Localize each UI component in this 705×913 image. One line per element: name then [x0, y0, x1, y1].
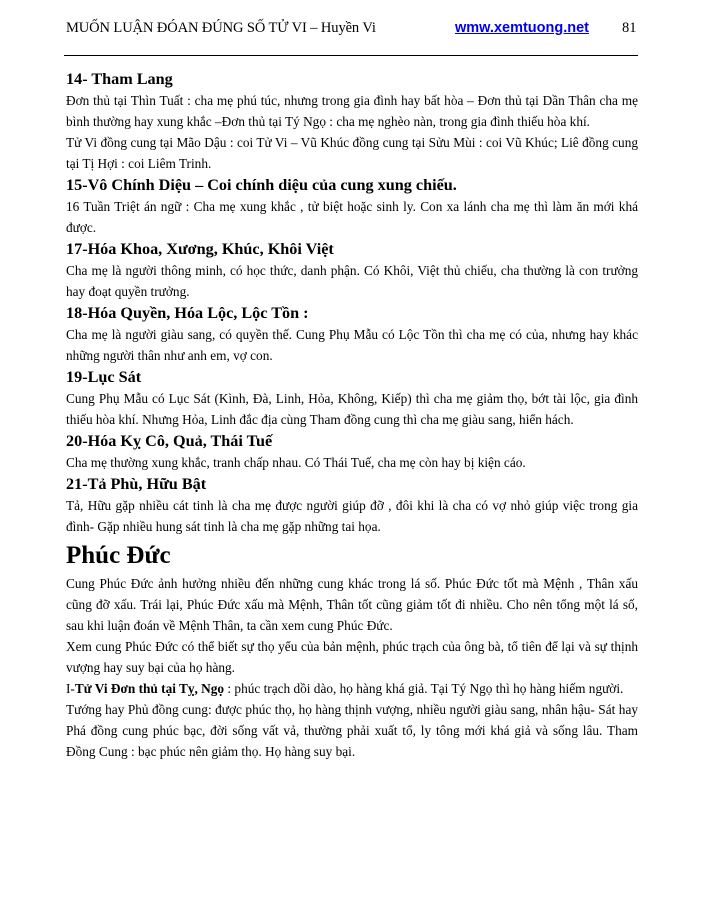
paragraph: Cha mẹ thường xung khắc, tranh chấp nhau. Có Thái Tuế, cha mẹ còn hay bị kiện cáo. [66, 455, 526, 470]
item-bold-text: Tử Vi Đơn thủ tại Tỵ, Ngọ [74, 681, 225, 696]
item-prefix: I- [66, 681, 75, 696]
section-heading: 18-Hóa Quyền, Hóa Lộc, Lộc Tồn : [66, 304, 309, 322]
paragraph: Cha mẹ là người giàu sang, có quyền thế. Cung Phụ Mẫu có Lộc Tồn thì cha mẹ có của, nhưng hay khác những người thân như anh em, vợ con. [66, 327, 638, 363]
section-heading: 21-Tả Phù, Hữu Bật [66, 475, 207, 493]
section-heading: 19-Lục Sát [66, 368, 142, 386]
page-content [66, 68, 638, 762]
section-heading: 15-Vô Chính Diệu – Coi chính diệu của cung xung chiếu. [66, 176, 457, 194]
paragraph: Tả, Hữu gặp nhiều cát tinh là cha mẹ được người giúp đỡ , đôi khi là cha có vợ nhỏ giúp việc trong gia đình- Gặp nhiều hung sát tinh là cha mẹ gặp những tai họa. [66, 498, 638, 534]
paragraph: Đơn thủ tại Thìn Tuất : cha mẹ phú túc, nhưng trong gia đình hay bất hòa – Đơn thủ tại Dần Thân cha mẹ bình thường hay xung khắc –Đơn thủ tại Tý Ngọ : cha mẹ nghèo nàn, trong gia đình thiếu hòa khí. [66, 93, 638, 129]
section-heading: 20-Hóa Kỵ Cô, Quả, Thái Tuế [66, 432, 273, 450]
paragraph: Tử Vi đồng cung tại Mão Dậu : coi Tử Vi – Vũ Khúc đồng cung tại Sửu Mùi : coi Vũ Khúc; Liê đồng cung tại Tị Hợi : coi Liêm Trinh. [66, 135, 638, 171]
website-link[interactable]: wmw.xemtuong.net [455, 20, 589, 36]
item-text: : phúc trạch dồi dào, họ hàng khá giả. Tại Tý Ngọ thì họ hàng hiếm người. [224, 681, 624, 696]
paragraph: 16 Tuần Triệt án ngữ : Cha mẹ xung khắc , tử biệt hoặc sinh ly. Con xa lánh cha mẹ thì làm ăn mới khá được. [66, 199, 638, 235]
section-heading: 17-Hóa Khoa, Xương, Khúc, Khôi Việt [66, 240, 334, 258]
paragraph: Tướng hay Phủ đồng cung: được phúc thọ, họ hàng thịnh vượng, nhiều người giàu sang, nhân hậu- Sát hay Phá đồng cung phúc bạc, đời sống vất vả, thường phải xuất tổ, ly tông mới khá giả và sống lâu. Tham Đồng Cung : bạc phúc nên giảm thọ. Họ hàng suy bại. [66, 702, 638, 759]
paragraph: Cung Phụ Mẫu có Lục Sát (Kình, Đà, Linh, Hỏa, Không, Kiếp) thì cha mẹ giảm thọ, bớt tài lộc, gia đình thiếu hòa khí. Nhưng Hỏa, Linh đắc địa cùng Tham đồng cung thì cha mẹ giàu sang, hiển hách. [66, 391, 638, 427]
paragraph: Xem cung Phúc Đức có thể biết sự thọ yểu của bản mệnh, phúc trạch của ông bà, tổ tiên để lại và sự thịnh vượng hay suy bại của họ hàng. [66, 639, 638, 675]
page-header [66, 20, 638, 42]
paragraph-item-1 [66, 678, 638, 699]
header-divider [64, 55, 638, 56]
section-heading: 14- Tham Lang [66, 70, 173, 88]
paragraph: Cha mẹ là người thông minh, có học thức, danh phận. Có Khôi, Việt thủ chiếu, cha thường là con trưởng hay đoạt quyền trưởng. [66, 263, 638, 299]
page-number: 81 [622, 20, 637, 36]
chapter-title: Phúc Đức [66, 542, 171, 569]
paragraph: Cung Phúc Đức ảnh hưởng nhiều đến những cung khác trong lá số. Phúc Đức tốt mà Mệnh , Thân xấu cũng đỡ xấu. Trái lại, Phúc Đức xấu mà Mệnh, Thân tốt cũng giảm tốt đi nhiều. Cho nên tổng một lá số, sau khi luận đoán về Mệnh Thân, ta cần xem cung Phúc Đức. [66, 576, 638, 633]
book-title: MUỐN LUẬN ĐÓAN ĐÚNG SỐ TỬ VI – Huyền Vi [66, 20, 376, 36]
